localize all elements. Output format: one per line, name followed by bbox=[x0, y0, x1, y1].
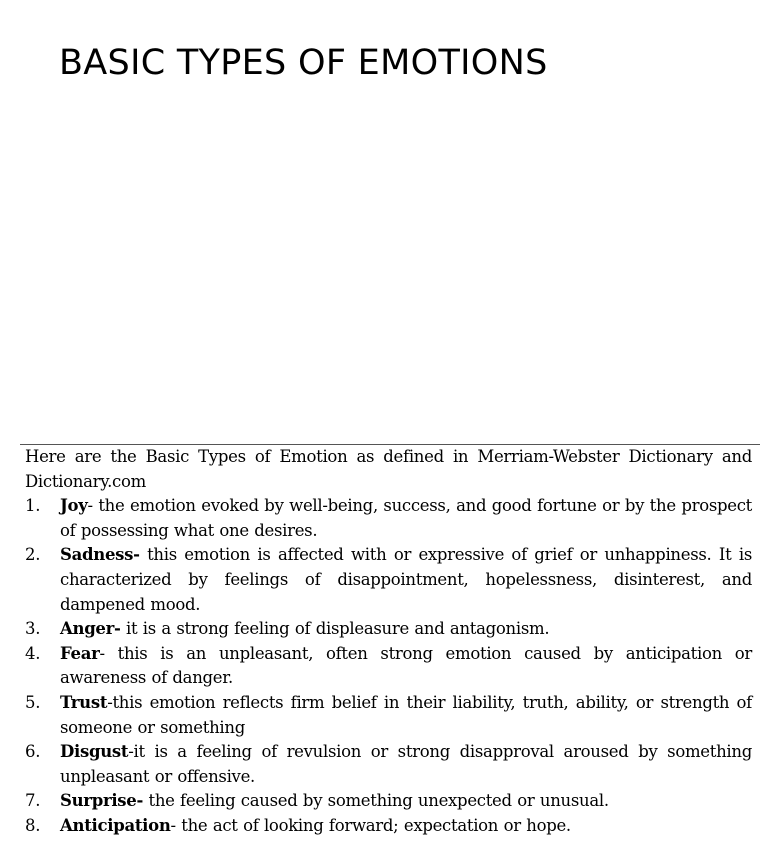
item-term: Joy bbox=[60, 496, 88, 516]
emotion-list bbox=[25, 494, 752, 838]
item-description: -this emotion reflects firm belief in their liability, truth, ability, or strength of someone or something bbox=[60, 692, 752, 737]
list-item-surprise bbox=[25, 789, 752, 814]
item-number: 4. bbox=[25, 643, 41, 663]
item-description: -it is a feeling of revulsion or strong disapproval aroused by something unpleasant or offensive. bbox=[60, 742, 752, 786]
item-term: Disgust bbox=[60, 742, 129, 762]
item-term: Surprise- bbox=[60, 791, 144, 811]
list-item-joy bbox=[25, 494, 752, 543]
list-item-disgust bbox=[25, 740, 752, 789]
item-term: Fear bbox=[60, 643, 100, 663]
item-number: 2. bbox=[25, 545, 41, 565]
item-number: 6. bbox=[25, 742, 41, 762]
list-item-fear bbox=[25, 642, 752, 691]
item-term: Anger- bbox=[60, 619, 121, 639]
list-item-anticipation bbox=[25, 814, 752, 839]
item-description: - the emotion evoked by well-being, success, and good fortune or by the prospect of possessing what one desires. bbox=[60, 496, 752, 540]
item-term: Anticipation bbox=[60, 815, 171, 835]
list-item-trust bbox=[25, 691, 752, 740]
item-number: 1. bbox=[25, 496, 41, 516]
item-description: this emotion is affected with or expressive of grief or unhappiness. It is characterized by feelings of disappointment, hopelessness, disinterest, and dampened mood. bbox=[60, 545, 752, 614]
item-term: Trust bbox=[60, 692, 108, 712]
item-number: 7. bbox=[25, 791, 41, 811]
item-number: 5. bbox=[25, 692, 41, 712]
item-term: Sadness- bbox=[60, 545, 140, 565]
item-description: - the act of looking forward; expectation or hope. bbox=[170, 815, 571, 835]
item-number: 3. bbox=[25, 619, 41, 639]
item-description: - this is an unpleasant, often strong emotion caused by anticipation or awareness of danger. bbox=[60, 643, 752, 688]
emotions-text-block bbox=[25, 445, 752, 839]
list-item-sadness bbox=[25, 543, 752, 617]
intro-paragraph: Here are the Basic Types of Emotion as defined in Merriam-Webster Dictionary and Dictionary.com bbox=[25, 447, 752, 491]
list-item-anger bbox=[25, 617, 752, 642]
item-description: it is a strong feeling of displeasure and antagonism. bbox=[120, 619, 550, 639]
item-number: 8. bbox=[25, 815, 41, 835]
page-title: BASIC TYPES OF EMOTIONS bbox=[59, 43, 548, 83]
item-description: the feeling caused by something unexpected or unusual. bbox=[143, 791, 609, 811]
